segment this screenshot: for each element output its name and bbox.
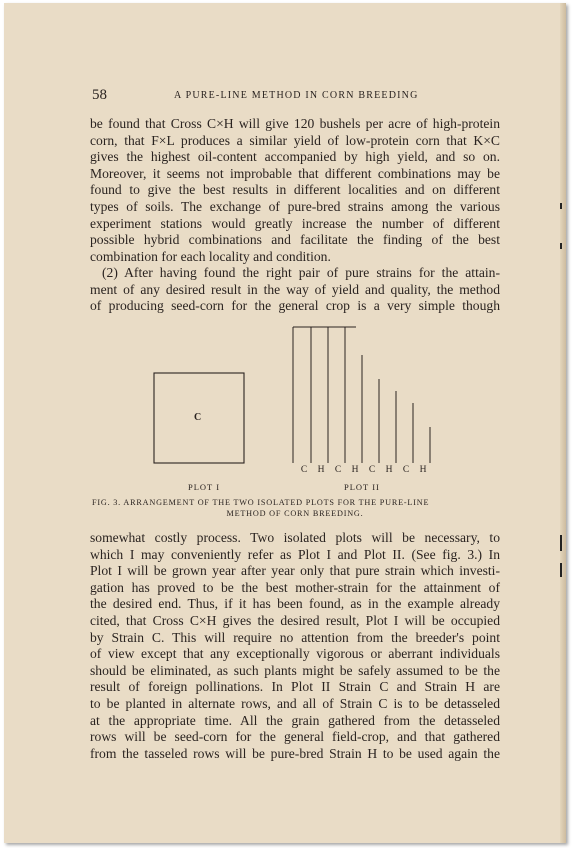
text-line: which I may conveniently refer as Plot I and Plot II. (See fig. 3.) In (90, 546, 500, 562)
text-line: gation has proved to be the best mother-strain for the attainment of (90, 579, 500, 595)
running-head: A PURE-LINE METHOD IN CORN BREEDING (174, 90, 419, 101)
page-edge-shading (560, 3, 566, 843)
text-line: be found that Cross C×H will give 120 bushels per acre of high-protein (90, 116, 500, 131)
caption-line: METHOD OF CORN BREEDING. (226, 509, 364, 518)
row-label: C (300, 465, 308, 475)
text-line: by Strain C. This will require no attention from the breeder's point (90, 629, 500, 645)
margin-mark (560, 243, 562, 249)
text-line: of producing seed-corn for the general crop is a very simple though (90, 298, 500, 314)
text-line: result of foreign pollinations. In Plot II Strain C and Strain H are (90, 679, 500, 695)
paragraph-1 (90, 116, 500, 265)
paragraph-3 (90, 530, 500, 762)
text-line: combination for each locality and condition. (90, 248, 331, 264)
row-label: H (419, 465, 427, 475)
text-line: of view except that any exceptionally vigorous or aberrant individuals (90, 646, 500, 662)
text-line: should be eliminated, as such plants might be safely assumed to be the (90, 662, 500, 678)
text-line: the desired end. Thus, if it has been found, as in the example already (90, 596, 500, 612)
plot-2-label: PLOT II (344, 482, 380, 492)
text-line: gives the highest oil-content accompanied by high yield, and so on. (90, 149, 500, 165)
text-line: Plot I will be grown year after year only that pure strain which investi- (90, 563, 500, 579)
row-label: C (368, 465, 376, 475)
text-line: somewhat costly process. Two isolated plots will be necessary, to (90, 530, 500, 545)
row-label: H (351, 465, 359, 475)
text-line: to be planted in alternate rows, and all of Strain C is to be detasseled (90, 695, 500, 711)
text-line: from the tasseled rows will be pure-bred Strain H to be used again the (90, 745, 500, 761)
text-line: rows will be seed-corn for the general field-crop, and that gathered (90, 729, 500, 745)
text-line: found to give the best results in different localities and on different (90, 182, 500, 198)
text-line: Moreover, it seems not improbable that different combinations may be (90, 165, 500, 181)
text-line: types of soils. The exchange of pure-bred strains among the various (90, 198, 500, 214)
plot-1-strain-letter: C (194, 412, 202, 423)
text-line: experiment stations would greatly increase the number of different (90, 215, 500, 231)
figure-caption (92, 497, 498, 519)
paragraph-2 (90, 265, 500, 315)
margin-mark (560, 535, 562, 551)
row-label: H (317, 465, 325, 475)
text-line: (2) After having found the right pair of pure strains for the attain- (102, 265, 500, 280)
row-label: H (385, 465, 393, 475)
margin-mark (560, 563, 562, 577)
text-line: at the appropriate time. All the grain gathered from the detasseled (90, 712, 500, 728)
text-line: possible hybrid combinations and facilitate the finding of the best (90, 232, 500, 248)
book-page (4, 3, 566, 843)
caption-line: FIG. 3. ARRANGEMENT OF THE TWO ISOLATED PLOTS FOR THE PURE-LINE (92, 498, 430, 507)
plot-1-label: PLOT I (188, 482, 221, 492)
margin-mark (560, 203, 562, 209)
text-line: ment of any desired result in the way of yield and quality, the method (90, 281, 500, 297)
text-line: cited, that Cross C×H gives the desired result, Plot I will be occupied (90, 612, 500, 628)
text-line: corn, that F×L produces a similar yield of low-protein corn that K×C (90, 132, 500, 148)
page-number: 58 (92, 87, 107, 103)
row-label: C (402, 465, 410, 475)
figure-3-plot-diagram (144, 319, 464, 497)
page-header (88, 87, 498, 105)
row-label: C (334, 465, 342, 475)
